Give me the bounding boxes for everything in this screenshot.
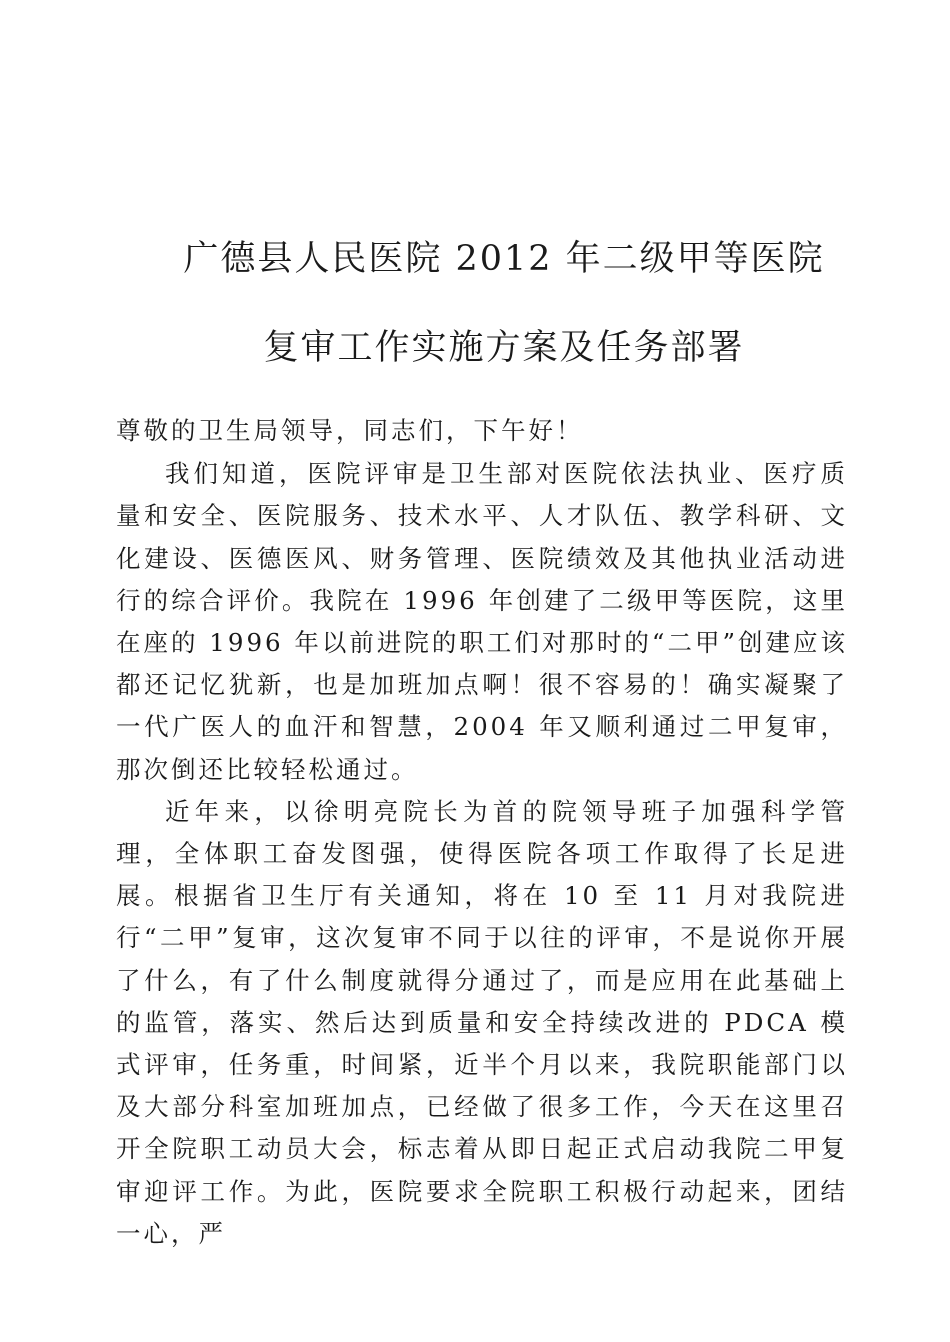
document-body	[116, 410, 848, 1255]
salutation: 尊敬的卫生局领导，同志们，下午好！	[116, 416, 584, 445]
body-paragraph-1: 我们知道，医院评审是卫生部对医院依法执业、医疗质量和安全、医院服务、技术水平、人才队伍、教学科研、文化建设、医德医风、财务管理、医院绩效及其他执业活动进行的综合评价。我院在 1996 年创建了二级甲等医院，这里在座的 1996 年以前进院的职工们对那时的“二甲”创建应该都还记忆犹新，也是加班加点啊！很不容易的！确实凝聚了一代广医人的血汗和智慧，2004 年又顺利通过二甲复审，那次倒还比较轻松通过。	[116, 459, 848, 784]
body-paragraph-2: 近年来，以徐明亮院长为首的院领导班子加强科学管理，全体职工奋发图强，使得医院各项工作取得了长足进展。根据省卫生厅有关通知，将在 10 至 11 月对我院进行“二甲”复审，这次复审不同于以往的评审，不是说你开展了什么，有了什么制度就得分通过了，而是应用在此基础上的监管，落实、然后达到质量和安全持续改进的 PDCA 模式评审，任务重，时间紧，近半个月以来，我院职能部门以及大部分科室加班加点，已经做了很多工作，今天在这里召开全院职工动员大会，标志着从即日起正式启动我院二甲复审迎评工作。为此，医院要求全院职工积极行动起来，团结一心，严	[116, 796, 848, 1248]
document-title-line-1: 广德县人民医院 2012 年二级甲等医院	[183, 239, 825, 279]
document-title-line-2: 复审工作实施方案及任务部署	[263, 328, 745, 368]
